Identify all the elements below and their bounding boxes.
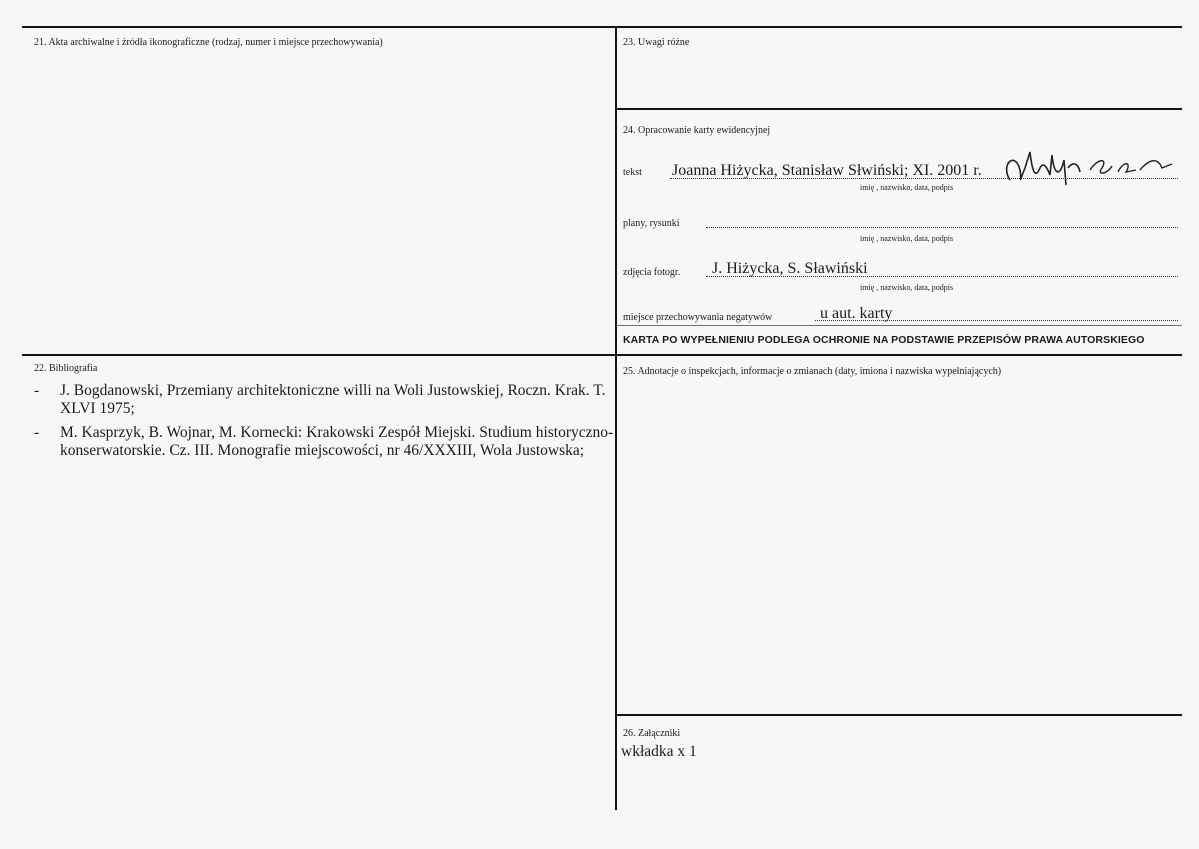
zdjecia-line — [706, 276, 1178, 277]
tekst-label: tekst — [623, 167, 642, 178]
tekst-value: Joanna Hiżycka, Stanisław Słwiński; XI. 2001 r. — [672, 162, 982, 179]
left-middle-divider — [22, 354, 616, 356]
section-21-label: 21. Akta archiwalne i źródła ikonograficzne (rodzaj, numer i miejsce przechowywania) — [34, 37, 383, 48]
plany-caption: imię , nazwisko, data, podpis — [860, 234, 954, 243]
section-23-label: 23. Uwagi różne — [623, 37, 690, 48]
negatywy-line — [815, 320, 1178, 321]
right-divider-25-26 — [616, 714, 1182, 716]
bibliography-entry: M. Kasprzyk, B. Wojnar, M. Kornecki: Krakowski Zespół Miejski. Studium historyczno-konserwatorskie. Cz. III. Monografie miejscowości, nr 46/XXXIII, Wola Justowska; — [60, 424, 614, 459]
center-divider — [615, 27, 617, 810]
notice-divider — [616, 325, 1182, 326]
zdjecia-caption: imię , nazwisko, data, podpis — [860, 283, 954, 292]
list-bullet: - — [34, 424, 40, 441]
section-26-label: 26. Załączniki — [623, 728, 681, 739]
list-item — [34, 424, 614, 460]
zdjecia-label: zdjęcia fotogr. — [623, 267, 681, 278]
attachments-value: wkładka x 1 — [621, 743, 697, 760]
right-divider-23-24 — [616, 108, 1182, 110]
section-22-label: 22. Bibliografia — [34, 363, 98, 374]
list-item — [34, 382, 614, 418]
negatywy-label: miejsce przechowywania negatywów — [623, 312, 773, 323]
top-border — [22, 26, 1182, 28]
plany-label: plany, rysunki — [623, 218, 680, 229]
list-bullet: - — [34, 382, 40, 399]
negatywy-value: u aut. karty — [820, 305, 893, 322]
right-divider-24-25 — [616, 354, 1182, 356]
plany-line — [706, 227, 1178, 228]
copyright-notice: KARTA PO WYPEŁNIENIU PODLEGA OCHRONIE NA PODSTAWIE PRZEPISÓW PRAWA AUTORSKIEGO — [623, 334, 1145, 346]
tekst-caption: imię , nazwisko, data, podpis — [860, 183, 954, 192]
bibliography-list — [34, 382, 614, 466]
zdjecia-value: J. Hiżycka, S. Sławiński — [712, 260, 868, 277]
section-25-label: 25. Adnotacje o inspekcjach, informacje o zmianach (daty, imiona i nazwiska wypełniających) — [623, 366, 1002, 377]
section-24-label: 24. Opracowanie karty ewidencyjnej — [623, 125, 771, 136]
bibliography-entry: J. Bogdanowski, Przemiany architektoniczne willi na Woli Justowskiej, Roczn. Krak. T. XLVI 1975; — [60, 382, 606, 417]
signature-icon — [990, 140, 1180, 195]
